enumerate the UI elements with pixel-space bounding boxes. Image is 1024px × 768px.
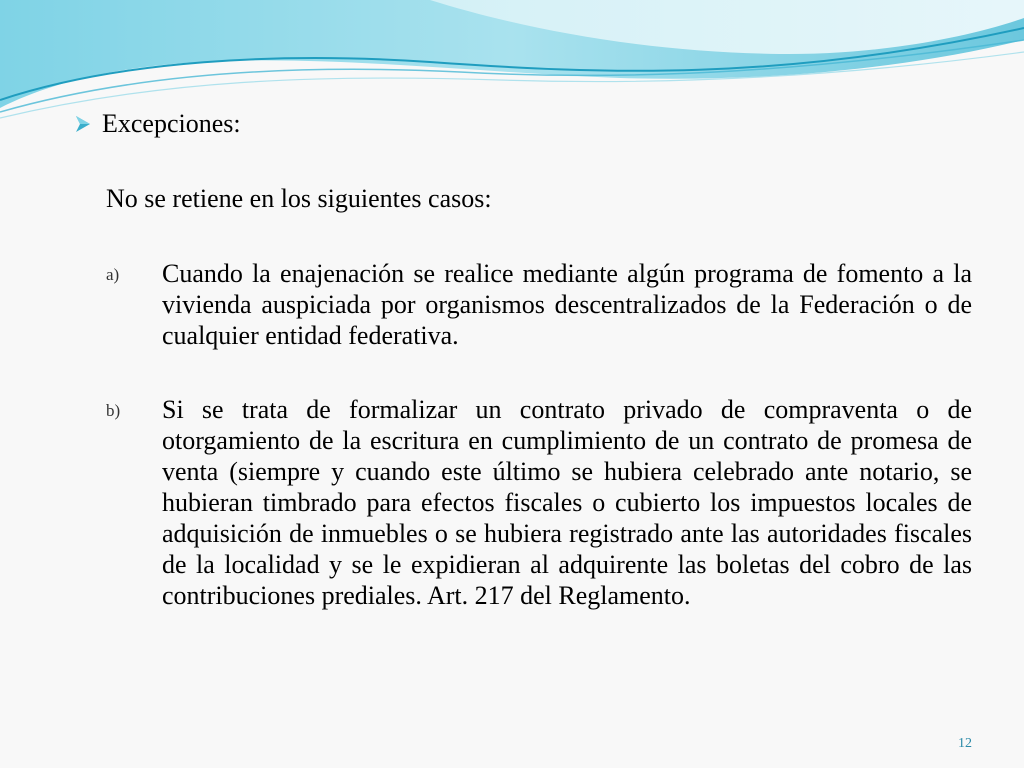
slide-heading: Excepciones: <box>102 109 241 138</box>
list-item-a <box>106 258 972 351</box>
list-marker: a) <box>106 265 120 284</box>
list-marker: b) <box>106 401 121 420</box>
list-item-text: Si se trata de formalizar un contrato privado de compraventa o de otorgamiento de la escritura en cumplimiento de un contrato de promesa de venta (siempre y cuando este último se hubiera celebrado ante notario, se hubieran timbrado para efectos fiscales o cubierto los impuestos locales de adquisición de inmuebles o se hubiera registrado ante las autoridades fiscales de la localidad y se le expidieran al adquirente las boletas del cobro de las contribuciones prediales. Art. 217 del Reglamento. <box>162 395 972 610</box>
intro-text: No se retiene en los siguientes casos: <box>106 184 492 213</box>
list-item-b <box>106 394 972 611</box>
arrow-bullet-icon <box>74 115 92 133</box>
page-number: 12 <box>958 736 972 751</box>
heading-row <box>74 106 241 142</box>
list-item-text: Cuando la enajenación se realice mediante algún programa de fomento a la vivienda auspiciada por organismos descentralizados de la Federación o de cualquier entidad federativa. <box>162 259 972 350</box>
